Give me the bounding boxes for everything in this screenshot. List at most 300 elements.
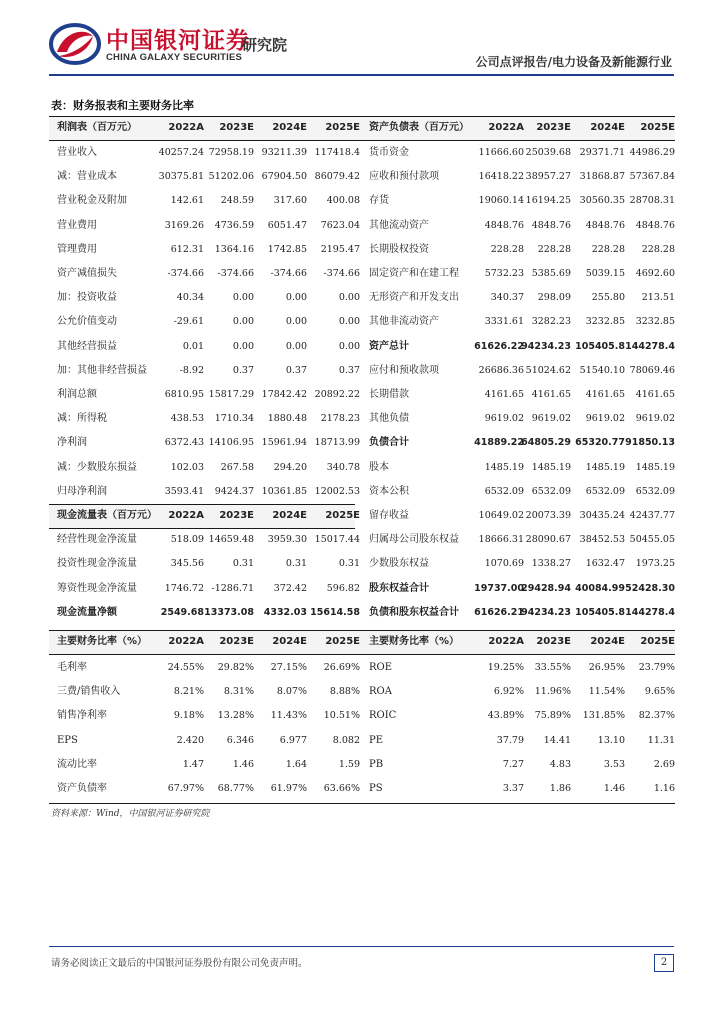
row-value: 23.79% [638, 662, 675, 673]
row-value: 29428.94 [521, 582, 571, 594]
row-label: 固定资产和在建工程 [369, 268, 459, 279]
row-value: 1485.19 [531, 461, 571, 473]
row-value: 11.43% [270, 710, 307, 722]
row-value: 10649.02 [478, 510, 524, 521]
row-value: 144278.4 [625, 606, 675, 618]
row-value: 1364.16 [214, 243, 254, 255]
row-value: 15817.29 [208, 389, 254, 400]
year-header: 2024E [590, 636, 625, 647]
row-value: 248.59 [220, 195, 254, 207]
table-row [49, 753, 675, 777]
row-value: 65320.77 [575, 437, 625, 449]
row-value: 0.00 [285, 340, 307, 352]
row-value: 4692.60 [635, 268, 675, 279]
row-label: 归母净利润 [57, 485, 107, 497]
row-value: 13.10 [597, 734, 625, 746]
table-row [49, 383, 675, 407]
row-value: 8.31% [223, 686, 254, 698]
row-value: 25039.68 [525, 147, 571, 158]
row-label: PS [369, 783, 383, 794]
row-value: 75.89% [534, 710, 571, 722]
row-value: 228.28 [591, 243, 625, 255]
row-value: 228.28 [490, 243, 524, 255]
table-row [49, 601, 675, 625]
row-value: 4.83 [549, 758, 571, 770]
row-value: 1.59 [338, 758, 360, 770]
year-header: 2023E [536, 636, 571, 647]
row-label: 加：其他非经营损益 [57, 364, 147, 376]
table-title: 表：财务报表和主要财务比率 [51, 99, 194, 112]
row-value: 16194.25 [525, 195, 571, 207]
row-value: 6532.09 [585, 485, 625, 497]
row-value: 4161.65 [484, 389, 524, 400]
row-value: 131.85% [582, 710, 625, 722]
row-label: 长期股权投资 [369, 243, 429, 255]
row-label: 营业税金及附加 [57, 195, 127, 207]
row-value: 51024.62 [525, 364, 571, 376]
row-value: 8.21% [173, 686, 204, 698]
row-value: 105405.8 [575, 340, 625, 352]
row-label: 三费/销售收入 [57, 686, 121, 698]
row-label: 应收和预付款项 [369, 171, 439, 183]
row-value: 1746.72 [164, 582, 204, 594]
row-value: 142.61 [170, 195, 204, 207]
row-value: 11.96% [534, 686, 571, 698]
table-row [49, 141, 675, 165]
row-value: 0.00 [232, 316, 254, 328]
row-value: 28090.67 [525, 534, 571, 546]
row-label: 投资性现金净流量 [57, 558, 137, 570]
row-value: 6.92% [493, 686, 524, 698]
row-value: 0.37 [232, 364, 254, 376]
institute-label: 研究院 [242, 36, 288, 54]
row-value: 340.37 [490, 292, 524, 304]
section-header-label: 主要财务比率（%） [57, 636, 148, 647]
row-label: 加：投资收益 [57, 292, 117, 304]
row-value: 317.60 [273, 195, 307, 207]
row-value: 14.41 [543, 734, 571, 746]
row-value: 4848.76 [531, 219, 571, 231]
table-row [49, 286, 675, 310]
page-number: 2 [654, 954, 674, 972]
row-value: 8.082 [332, 734, 360, 746]
row-value: 40084.99 [575, 582, 625, 594]
table-row [49, 335, 675, 359]
row-value: 3959.30 [267, 534, 307, 546]
row-label: EPS [57, 734, 78, 746]
row-value: 2178.23 [320, 413, 360, 425]
page-header [0, 0, 724, 80]
row-value: 86079.42 [314, 171, 360, 183]
row-value: 9424.37 [214, 485, 254, 497]
row-value: 15961.94 [261, 437, 307, 449]
row-value: 117418.4 [314, 147, 360, 158]
row-value: 19.25% [487, 662, 524, 673]
table-row [49, 262, 675, 286]
row-value: 4736.59 [214, 219, 254, 231]
brand-name-en: CHINA GALAXY SECURITIES [106, 52, 243, 63]
row-value: 78069.46 [629, 364, 675, 376]
row-value: 3282.23 [531, 316, 571, 328]
row-value: 0.00 [338, 340, 360, 352]
row-value: 228.28 [537, 243, 571, 255]
row-value: 12002.53 [314, 485, 360, 497]
row-value: 0.00 [232, 340, 254, 352]
row-value: 82.37% [638, 710, 675, 722]
table-row [49, 310, 675, 334]
row-value: 1485.19 [484, 461, 524, 473]
row-label: ROA [369, 686, 392, 698]
row-value: 51202.06 [208, 171, 254, 183]
row-value: 0.00 [338, 292, 360, 304]
row-label: 减：营业成本 [57, 171, 117, 183]
row-value: 14106.95 [208, 437, 254, 449]
year-header: 2024E [590, 122, 625, 133]
section-header-label: 现金流量表（百万元） [57, 510, 157, 521]
year-header: 2023E [536, 122, 571, 133]
year-header: 2024E [272, 636, 307, 647]
report-type: 公司点评报告/电力设备及新能源行业 [475, 55, 672, 69]
row-label: 营业费用 [57, 219, 97, 231]
section-header-label: 主要财务比率（%） [369, 636, 460, 647]
section-header-label: 利润表（百万元） [57, 122, 137, 133]
row-value: 9619.02 [635, 413, 675, 425]
year-header: 2025E [640, 122, 675, 133]
row-label: 减：所得税 [57, 413, 107, 425]
year-header: 2022A [488, 122, 524, 133]
row-value: 3593.41 [164, 485, 204, 497]
row-value: 51540.10 [579, 364, 625, 376]
source-note: 资料来源：Wind，中国银河证券研究院 [51, 809, 210, 819]
row-value: 19060.14 [478, 195, 524, 207]
row-value: 29.82% [217, 662, 254, 673]
year-header: 2022A [168, 636, 204, 647]
row-label: 利润总额 [57, 389, 97, 400]
row-value: 6532.09 [635, 485, 675, 497]
ratios-right-header-row [49, 630, 675, 654]
row-value: 67.97% [167, 783, 204, 794]
row-value: 213.51 [641, 292, 675, 304]
row-label: 归属母公司股东权益 [369, 534, 459, 546]
row-value: 2195.47 [320, 243, 360, 255]
row-label: 资产总计 [369, 340, 409, 352]
row-label: 负债合计 [369, 437, 409, 449]
table-row [49, 480, 675, 504]
row-label: 应付和预收款项 [369, 364, 439, 376]
row-value: 438.53 [170, 413, 204, 425]
row-label: 销售净利率 [57, 710, 107, 722]
row-label: 净利润 [57, 437, 87, 449]
row-label: 毛利率 [57, 662, 87, 673]
table-row [49, 680, 675, 704]
year-header: 2024E [272, 122, 307, 133]
row-value: 11.31 [647, 734, 675, 746]
row-value: 19737.00 [474, 582, 524, 594]
row-value: 0.31 [285, 558, 307, 570]
row-value: 400.08 [326, 195, 360, 207]
row-value: 9619.02 [484, 413, 524, 425]
row-value: 5039.15 [585, 268, 625, 279]
table-row [49, 528, 675, 552]
row-value: 1.16 [653, 783, 675, 794]
row-label: 筹资性现金净流量 [57, 582, 137, 594]
row-value: 3232.85 [635, 316, 675, 328]
table-row [49, 456, 675, 480]
table-row [49, 214, 675, 238]
row-value: -8.92 [179, 364, 204, 376]
row-label: 负债和股东权益合计 [369, 606, 459, 618]
row-value: 20892.22 [314, 389, 360, 400]
row-value: 4848.76 [585, 219, 625, 231]
row-label: 其他负债 [369, 413, 409, 425]
row-value: 29371.71 [579, 147, 625, 158]
row-value: 0.37 [285, 364, 307, 376]
table-row [49, 359, 675, 383]
row-value: 9.18% [173, 710, 204, 722]
row-value: 40.34 [176, 292, 204, 304]
row-value: 26686.36 [478, 364, 524, 376]
row-value: 50455.05 [629, 534, 675, 546]
row-value: 1070.69 [484, 558, 524, 570]
row-value: 94234.23 [521, 606, 571, 618]
row-value: -374.66 [167, 268, 204, 279]
row-value: 1.46 [232, 758, 254, 770]
row-value: 67904.50 [261, 171, 307, 183]
row-label: PB [369, 758, 384, 770]
row-value: -374.66 [323, 268, 360, 279]
year-header: 2025E [325, 510, 360, 521]
row-value: 340.78 [326, 461, 360, 473]
footer-divider [49, 946, 674, 947]
row-value: 52428.30 [625, 582, 675, 594]
row-label: ROIC [369, 710, 397, 722]
row-value: 4332.03 [263, 606, 307, 618]
row-value: 7.27 [502, 758, 524, 770]
row-value: 6051.47 [267, 219, 307, 231]
row-value: 4161.65 [531, 389, 571, 400]
row-value: 28708.31 [629, 195, 675, 207]
year-header: 2022A [168, 122, 204, 133]
table-row [49, 577, 675, 601]
row-value: -374.66 [270, 268, 307, 279]
row-value: 18666.31 [478, 534, 524, 546]
table-row [49, 189, 675, 213]
row-value: 15614.58 [310, 606, 360, 618]
year-header: 2023E [219, 636, 254, 647]
row-label: 其他非流动资产 [369, 316, 439, 328]
row-value: 298.09 [537, 292, 571, 304]
row-label: PE [369, 734, 384, 746]
table-row [49, 165, 675, 189]
row-value: 37.79 [496, 734, 524, 746]
row-value: 11.54% [588, 686, 625, 698]
row-value: 41889.22 [474, 437, 524, 449]
row-value: 26.69% [323, 662, 360, 673]
row-value: 40257.24 [158, 147, 204, 158]
row-value: 61626.21 [474, 606, 524, 618]
row-value: 294.20 [273, 461, 307, 473]
row-value: 72958.19 [208, 147, 254, 158]
row-value: 105405.8 [575, 606, 625, 618]
row-value: 2549.68 [160, 606, 204, 618]
row-value: 44986.29 [629, 147, 675, 158]
row-label: 少数股东权益 [369, 558, 429, 570]
row-value: 1742.85 [267, 243, 307, 255]
row-value: 94234.23 [521, 340, 571, 352]
year-header: 2023E [219, 510, 254, 521]
row-value: 0.00 [285, 292, 307, 304]
row-value: 2.420 [176, 734, 204, 746]
row-value: 612.31 [170, 243, 204, 255]
row-value: 4161.65 [635, 389, 675, 400]
row-value: 8.88% [329, 686, 360, 698]
row-value: 9619.02 [531, 413, 571, 425]
row-value: 10361.85 [261, 485, 307, 497]
row-value: 4161.65 [585, 389, 625, 400]
row-label: 其他经营损益 [57, 340, 117, 352]
table-row [49, 777, 675, 801]
row-value: 24.55% [167, 662, 204, 673]
row-value: 372.42 [273, 582, 307, 594]
row-value: 0.31 [338, 558, 360, 570]
row-value: 33.55% [534, 662, 571, 673]
row-value: 57367.84 [629, 171, 675, 183]
row-value: 7623.04 [320, 219, 360, 231]
row-value: 0.31 [232, 558, 254, 570]
row-value: 4848.76 [635, 219, 675, 231]
row-value: 3.53 [603, 758, 625, 770]
row-value: 1.46 [603, 783, 625, 794]
row-value: 267.58 [220, 461, 254, 473]
balance-header-row [49, 116, 675, 140]
row-label: 留存收益 [369, 510, 409, 521]
row-value: 1.47 [182, 758, 204, 770]
row-value: 64805.29 [521, 437, 571, 449]
row-value: 6372.43 [164, 437, 204, 449]
table-row [49, 431, 675, 455]
year-header: 2025E [325, 122, 360, 133]
row-value: 1485.19 [585, 461, 625, 473]
row-value: 345.56 [170, 558, 204, 570]
year-header: 2023E [219, 122, 254, 133]
row-value: 9.65% [644, 686, 675, 698]
row-value: 3.37 [502, 783, 524, 794]
row-label: 公允价值变动 [57, 316, 117, 328]
row-value: 6810.95 [164, 389, 204, 400]
row-value: 30375.81 [158, 171, 204, 183]
table-row [49, 729, 675, 753]
row-value: 1485.19 [635, 461, 675, 473]
row-value: 6.977 [279, 734, 307, 746]
row-value: 38452.53 [579, 534, 625, 546]
galaxy-logo-icon [49, 22, 101, 66]
section-header-label: 资产负债表（百万元） [369, 122, 469, 133]
row-value: 16418.22 [478, 171, 524, 183]
row-value: 1338.27 [531, 558, 571, 570]
row-label: ROE [369, 662, 393, 673]
table-row [49, 407, 675, 431]
row-value: 6532.09 [531, 485, 571, 497]
row-value: 30435.24 [579, 510, 625, 521]
row-label: 营业收入 [57, 147, 97, 158]
row-value: 4848.76 [484, 219, 524, 231]
row-label: 流动比率 [57, 758, 97, 770]
table-row [49, 238, 675, 262]
row-label: 减：少数股东损益 [57, 461, 137, 473]
row-value: 63.66% [323, 783, 360, 794]
row-value: 3232.85 [585, 316, 625, 328]
row-value: 5385.69 [531, 268, 571, 279]
table-row [49, 704, 675, 728]
row-value: 0.01 [182, 340, 204, 352]
row-value: 13.28% [217, 710, 254, 722]
cashflow-header-row [49, 504, 675, 528]
year-header: 2025E [325, 636, 360, 647]
table-rule [49, 803, 675, 804]
row-label: 股本 [369, 461, 389, 473]
row-value: 5732.23 [484, 268, 524, 279]
row-label: 货币资金 [369, 147, 409, 158]
row-value: 3169.26 [164, 219, 204, 231]
row-value: 596.82 [326, 582, 360, 594]
table-row [49, 552, 675, 576]
row-label: 管理费用 [57, 243, 97, 255]
year-header: 2025E [640, 636, 675, 647]
row-value: 27.15% [270, 662, 307, 673]
row-value: 93211.39 [261, 147, 307, 158]
row-value: 61.97% [270, 783, 307, 794]
year-header: 2024E [272, 510, 307, 521]
row-value: 6532.09 [484, 485, 524, 497]
row-value: 91850.13 [625, 437, 675, 449]
row-value: 518.09 [170, 534, 204, 546]
row-value: 6.346 [226, 734, 254, 746]
row-value: 31868.87 [579, 171, 625, 183]
row-value: 255.80 [591, 292, 625, 304]
row-value: 10.51% [323, 710, 360, 722]
row-value: -29.61 [173, 316, 204, 328]
row-value: 13373.08 [204, 606, 254, 618]
row-value: -1286.71 [211, 582, 254, 594]
row-value: 38957.27 [525, 171, 571, 183]
row-value: -374.66 [217, 268, 254, 279]
row-value: 14659.48 [208, 534, 254, 546]
table-row [49, 656, 675, 680]
brand-name-cn: 中国银河证券 [106, 28, 250, 54]
row-value: 26.95% [588, 662, 625, 673]
row-label: 经营性现金净流量 [57, 534, 137, 546]
row-value: 1880.48 [267, 413, 307, 425]
row-value: 1973.25 [635, 558, 675, 570]
year-header: 2022A [168, 510, 204, 521]
row-value: 11666.60 [478, 147, 524, 158]
row-value: 3331.61 [484, 316, 524, 328]
row-value: 15017.44 [314, 534, 360, 546]
row-value: 68.77% [217, 783, 254, 794]
row-label: 资本公积 [369, 485, 409, 497]
row-value: 1632.47 [585, 558, 625, 570]
row-value: 18713.99 [314, 437, 360, 449]
row-label: 长期借款 [369, 389, 409, 400]
row-value: 1.64 [285, 758, 307, 770]
row-value: 43.89% [487, 710, 524, 722]
row-label: 无形资产和开发支出 [369, 292, 459, 304]
row-value: 2.69 [653, 758, 675, 770]
disclaimer: 请务必阅读正文最后的中国银河证券股份有限公司免责声明。 [51, 958, 308, 969]
row-value: 0.00 [285, 316, 307, 328]
row-value: 61626.22 [474, 340, 524, 352]
row-label: 股东权益合计 [369, 582, 429, 594]
